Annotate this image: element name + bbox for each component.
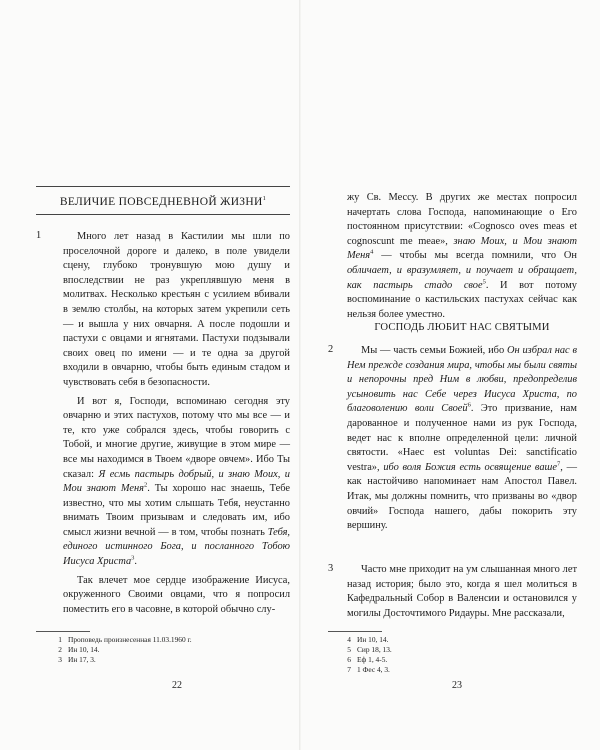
title-rule-bottom xyxy=(36,214,290,215)
paragraph-2-middle: . Ты хорошо нас знаешь, Тебе известно, что мы хотим слышать Тебя, неустанно внимать Твоим призывам и следовать им, ибо смысл жизни вечной — в том, чтобы познать xyxy=(63,483,291,538)
footnote-text: Проповедь произнесенная 11.03.1960 г. xyxy=(68,635,192,644)
right-paragraph-2 xyxy=(347,344,577,538)
paragraph-2-right xyxy=(347,344,577,534)
intro-part-b: — чтобы мы всегда помнили, что Он xyxy=(373,250,577,262)
paragraph-2-quote-1: Я есмь пастырь добрый, и знаю Моих, и Мои знают Меня xyxy=(63,468,290,495)
footnote-mark-5: 5 xyxy=(482,278,486,286)
title-rule-top xyxy=(36,186,290,187)
left-footnotes xyxy=(52,635,282,665)
continued-paragraph xyxy=(347,191,577,322)
para2-part-b: . Это призвание, нам дарованное и полученное нами из рук Господа, ведет нас к вполне определенной цели: личной святости. «Haec est voluntas Dei: sanctificatio vestra», xyxy=(347,403,577,473)
footnote-text: Ин 10, 14. xyxy=(68,645,100,654)
footnote-mark-4: 4 xyxy=(370,248,374,256)
chapter-title xyxy=(36,196,290,208)
paragraph-3: Так влечет мое сердце изображение Иисуса, окруженного Своими овцами, что я попросил поместить его в часовне, в которой обычно слу- xyxy=(63,574,290,615)
footnote xyxy=(341,655,571,665)
paragraph-number: 1 xyxy=(36,230,42,241)
paragraph-2 xyxy=(63,395,290,570)
footnote-rule xyxy=(36,631,90,632)
footnote xyxy=(52,655,282,665)
section-title: ГОСПОДЬ ЛЮБИТ НАС СВЯТЫМИ xyxy=(374,322,550,333)
footnote-text: Сир 18, 13. xyxy=(357,645,392,654)
paragraph-number: 2 xyxy=(328,344,334,355)
footnote-number: 7 xyxy=(347,665,351,674)
footnote-mark-6: 6 xyxy=(467,401,471,409)
footnote xyxy=(341,665,571,675)
footnote xyxy=(52,645,282,655)
footnote-mark-3: 3 xyxy=(131,554,135,562)
intro-quote-1: знаю Моих, и Мои знают Меня xyxy=(347,235,577,262)
para2-quote: Он избрал нас в Нем прежде создания мира, чтобы мы были святы и непорочны пред Ним в любви, предопределив усыновить нас Себе через Иисуса Христа, по благоволению воли Своей xyxy=(347,345,577,415)
footnote-number: 1 xyxy=(58,635,62,644)
page-number-left: 22 xyxy=(172,680,182,691)
chapter-note-mark: 1 xyxy=(262,195,267,203)
footnote-number: 3 xyxy=(58,655,62,664)
paragraph-number: 3 xyxy=(328,563,334,574)
chapter-title-text: ВЕЛИЧИЕ ПОВСЕДНЕВНОЙ ЖИЗНИ xyxy=(59,196,263,208)
paragraph-1: Много лет назад в Кастилии мы шли по проселочной дороге и далеко, в поле увидели сцену, глубоко тронувшую мою душу и впоследствии не раз укреплявшую меня в молитвах. Несколько крестьян с усилием вбивали в землю столбы, на которых затем укрепили сеть — и вышла у них овчарня. А после подошли и пастухи с овцами и ягнятами. Пастухи подзывали своих овец по имени — и те одна за другой входили в овчарню, чтобы быть единым стадом и чувствовать себя в безопасности. xyxy=(63,231,290,388)
footnote xyxy=(341,635,571,645)
footnote-mark-7: 7 xyxy=(557,460,561,468)
intro-part-a: жу Св. Мессу. В других же местах попросил начертать слова Господа, напоминающие о Его постоянном присутствии: «Cognosco oves meas et cognoscunt me meae», xyxy=(347,192,577,247)
footnote-text: Ин 10, 14. xyxy=(357,635,389,644)
footnote-number: 4 xyxy=(347,635,351,644)
paragraph-2-start: И вот я, Господи, вспоминаю сегодня эту овчарню и этих пастухов, потому что мы все — и те, кто уже собрался здесь, чтобы говорить с Тобой, и многие другие, живущие в этом мире — все мы находимся в Твоем «дворе овчем». Ибо Ты сказал: xyxy=(63,395,290,480)
intro-quote-2: обличает, и вразумляет, и поучает и обращает, как пастырь стадо свое xyxy=(347,264,577,291)
paragraph-3-right: Часто мне приходит на ум слышанная много лет назад история; было это, когда я шел молиться в Кафедральный Собор в Валенсии и остановился у могилы Досточтимого Ридауры. Мне рассказали, xyxy=(347,564,577,619)
para2-quote-2: ибо воля Божия есть освящение ваше xyxy=(383,461,558,473)
paragraph-2-quote-2: Тебя, единого истинного Бога, и посланного Тобою Иисуса Христа xyxy=(63,526,290,568)
footnote-rule xyxy=(328,631,382,632)
footnote-mark-2: 2 xyxy=(144,481,148,489)
footnote xyxy=(52,635,282,645)
intro-part-c: . И вот потому воспоминание о кастильских пастухах сейчас как нельзя более уместно. xyxy=(347,279,577,320)
left-page xyxy=(0,0,299,750)
right-page xyxy=(301,0,600,750)
right-intro-text xyxy=(347,191,577,326)
footnote-text: 1 Фес 4, 3. xyxy=(357,665,390,674)
footnote-number: 6 xyxy=(347,655,351,664)
paragraph-2-end: . xyxy=(134,556,138,568)
page-number-right: 23 xyxy=(452,680,462,691)
footnote-text: Ин 17, 3. xyxy=(68,655,96,664)
footnote xyxy=(341,645,571,655)
right-paragraph-3 xyxy=(347,563,577,625)
footnote-number: 2 xyxy=(58,645,62,654)
left-body-text xyxy=(63,230,290,621)
para2-part-a: Мы — часть семьи Божией, ибо xyxy=(361,345,507,356)
footnote-text: Еф 1, 4-5. xyxy=(357,655,388,664)
footnote-number: 5 xyxy=(347,645,351,654)
right-footnotes xyxy=(341,635,571,675)
para2-part-c: , — как настойчиво напоминает нам Апостол Павел. Итак, мы должны помнить, что призваны во «двор овчий» Господа нашего, дабы покорить эту вершину. xyxy=(347,461,577,532)
